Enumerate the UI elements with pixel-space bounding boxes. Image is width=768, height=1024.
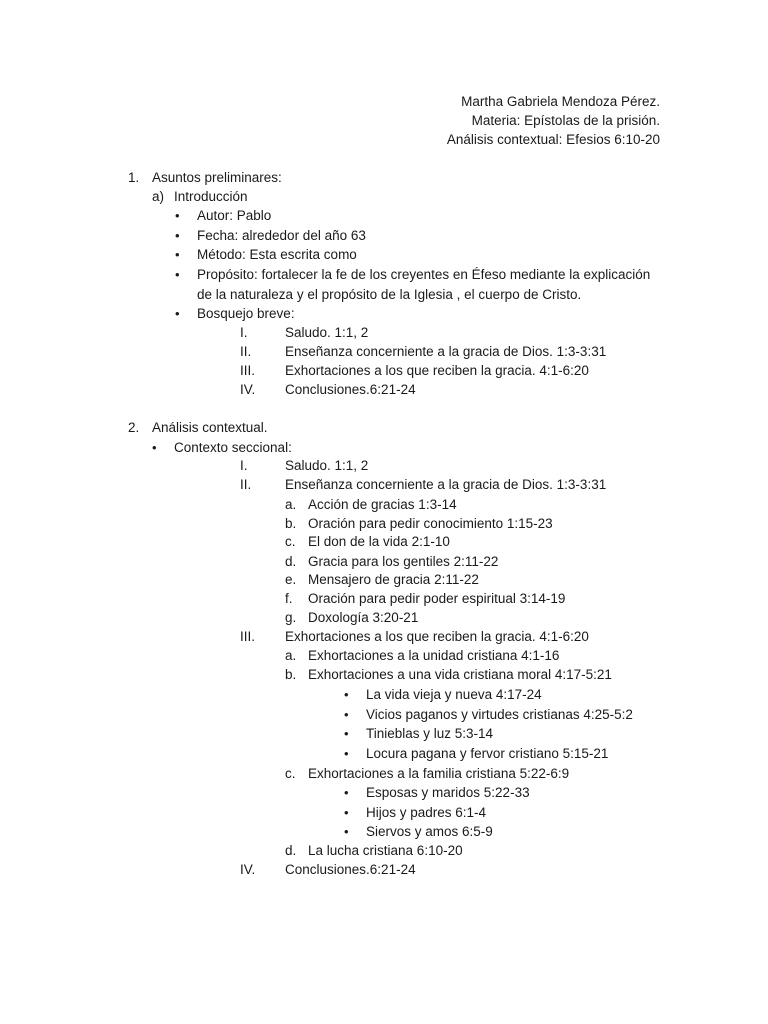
outline-number: III. — [240, 363, 256, 378]
section-2-title: Análisis contextual. — [152, 420, 268, 435]
outline-number: II. — [240, 477, 252, 492]
list-item-fecha: • Fecha: alrededor del año 63 — [197, 226, 366, 245]
section-2-number: 2. — [128, 420, 140, 435]
letter-marker: d. — [285, 843, 297, 858]
letter-item: Acción de gracias 1:3-14 — [308, 497, 457, 512]
outline-number: II. — [240, 344, 252, 359]
outline-text: Saludo. 1:1, 2 — [285, 325, 369, 340]
letter-marker: f. — [285, 591, 293, 606]
outline-text: Saludo. 1:1, 2 — [285, 458, 369, 473]
subsection-a-title: Introducción — [174, 189, 248, 204]
letter-item: Doxología 3:20-21 — [308, 610, 419, 625]
bullet-item: • Vicios paganos y virtudes cristianas 4:25-5:2 — [366, 705, 633, 724]
letter-item: La lucha cristiana 6:10-20 — [308, 843, 463, 858]
letter-marker: c. — [285, 766, 296, 781]
letter-item: Mensajero de gracia 2:11-22 — [308, 572, 479, 587]
outline-number: III. — [240, 629, 256, 644]
list-item-bosquejo: • Bosquejo breve: — [197, 304, 295, 323]
letter-item: Exhortaciones a una vida cristiana moral 4:17-5:21 — [308, 667, 612, 682]
bullet-item: • Locura pagana y fervor cristiano 5:15-21 — [366, 744, 608, 763]
outline-text: Enseñanza concerniente a la gracia de Dios. 1:3-3:31 — [285, 477, 607, 492]
list-item-autor: • Autor: Pablo — [197, 206, 271, 225]
letter-item: El don de la vida 2:1-10 — [308, 534, 450, 549]
letter-item: Exhortaciones a la unidad cristiana 4:1-16 — [308, 648, 560, 663]
outline-text: Conclusiones.6:21-24 — [285, 862, 416, 877]
letter-marker: d. — [285, 554, 297, 569]
letter-marker: a. — [285, 497, 297, 512]
letter-marker: g. — [285, 610, 297, 625]
header-subject: Materia: Epístolas de la prisión. — [471, 113, 660, 128]
letter-item: Exhortaciones a la familia cristiana 5:22-6:9 — [308, 766, 570, 781]
bullet-item: • Hijos y padres 6:1-4 — [366, 803, 486, 822]
outline-number: I. — [240, 458, 248, 473]
section-1-number: 1. — [128, 170, 140, 185]
header-author: Martha Gabriela Mendoza Pérez. — [461, 94, 660, 109]
bullet-item: • Tinieblas y luz 5:3-14 — [366, 724, 493, 743]
bullet-item: • Siervos y amos 6:5-9 — [366, 822, 493, 841]
list-item-contexto: • Contexto seccional: — [174, 438, 292, 457]
outline-text: Conclusiones.6:21-24 — [285, 382, 416, 397]
list-item-proposito-continuation: de la naturaleza y el propósito de la Iglesia , el cuerpo de Cristo. — [197, 287, 582, 302]
outline-number: IV. — [240, 382, 256, 397]
letter-item: Oración para pedir poder espiritual 3:14-19 — [308, 591, 566, 606]
letter-marker: a. — [285, 648, 297, 663]
letter-marker: b. — [285, 667, 297, 682]
letter-marker: c. — [285, 534, 296, 549]
list-item-metodo: • Método: Esta escrita como — [197, 245, 357, 264]
bullet-item: • La vida vieja y nueva 4:17-24 — [366, 685, 542, 704]
list-item-proposito: • Propósito: fortalecer la fe de los creyentes en Éfeso mediante la explicación — [197, 265, 650, 284]
outline-text: Enseñanza concerniente a la gracia de Dios. 1:3-3:31 — [285, 344, 607, 359]
bullet-item: • Esposas y maridos 5:22-33 — [366, 783, 530, 802]
outline-number: I. — [240, 325, 248, 340]
letter-item: Oración para pedir conocimiento 1:15-23 — [308, 516, 553, 531]
section-1-title: Asuntos preliminares: — [152, 170, 282, 185]
letter-marker: b. — [285, 516, 297, 531]
outline-number: IV. — [240, 862, 256, 877]
header-analysis: Análisis contextual: Efesios 6:10-20 — [446, 132, 660, 147]
subsection-a-marker: a) — [152, 189, 165, 204]
letter-item: Gracia para los gentiles 2:11-22 — [308, 554, 499, 569]
outline-text: Exhortaciones a los que reciben la gracia. 4:1-6:20 — [285, 629, 589, 644]
outline-text: Exhortaciones a los que reciben la gracia. 4:1-6:20 — [285, 363, 589, 378]
letter-marker: e. — [285, 572, 297, 587]
